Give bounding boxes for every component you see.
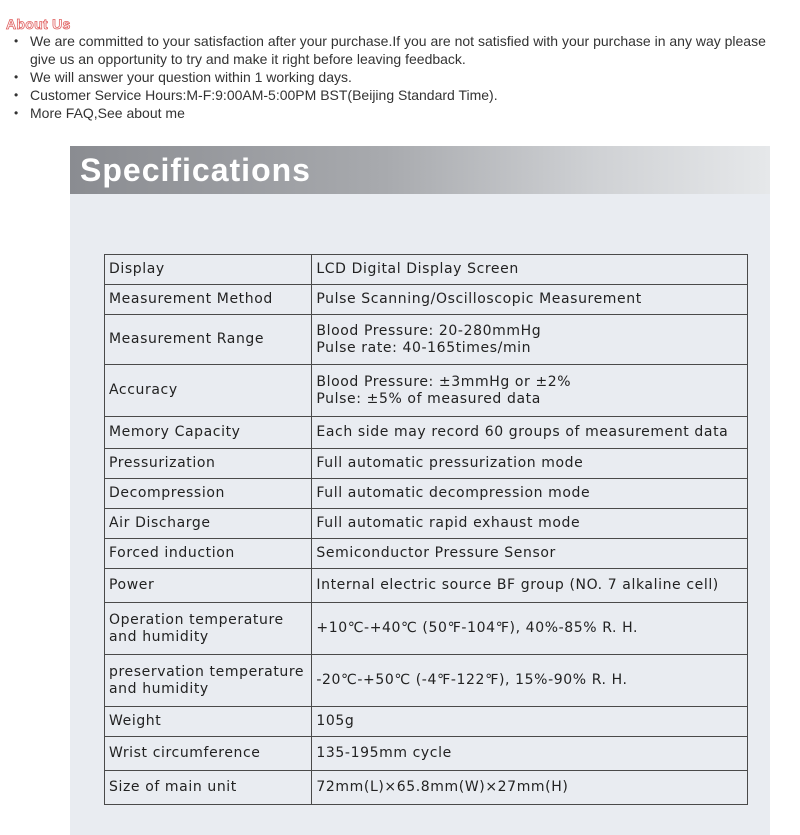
- spec-label: Wrist circumference: [105, 737, 312, 771]
- spec-value-line: Full automatic decompression mode: [316, 485, 591, 501]
- spec-value: [312, 603, 748, 655]
- spec-value: [312, 569, 748, 603]
- about-us-list: [14, 32, 794, 122]
- spec-label: Measurement Method: [105, 285, 312, 315]
- spec-value-line: 72mm(L)×65.8mm(W)×27mm(H): [316, 779, 569, 795]
- spec-value: [312, 365, 748, 417]
- spec-value-line: Blood Pressure: 20-280mmHg: [316, 322, 542, 339]
- spec-label: Forced induction: [105, 539, 312, 569]
- spec-value-line: Blood Pressure: ±3mmHg or ±2%: [316, 373, 572, 390]
- spec-row: [105, 737, 748, 771]
- spec-label: Power: [105, 569, 312, 603]
- about-list-item-text: We will answer your question within 1 working days.: [30, 69, 352, 85]
- spec-row: [105, 255, 748, 285]
- spec-value: [312, 655, 748, 707]
- spec-value-line: -20℃-+50℃ (-4℉-122℉), 15%-90% R. H.: [316, 672, 628, 688]
- spec-row: [105, 707, 748, 737]
- spec-value-line: Full automatic rapid exhaust mode: [316, 515, 581, 531]
- spec-label: Accuracy: [105, 365, 312, 417]
- about-list-item-text: More FAQ,See about me: [30, 105, 185, 121]
- spec-value: [312, 449, 748, 479]
- spec-value-line: Full automatic pressurization mode: [316, 455, 584, 471]
- spec-label: Memory Capacity: [105, 417, 312, 449]
- spec-value-line: 105g: [316, 713, 355, 729]
- spec-row: [105, 285, 748, 315]
- spec-row: [105, 509, 748, 539]
- spec-row: [105, 449, 748, 479]
- bullet-icon: •: [14, 88, 19, 102]
- spec-value: [312, 255, 748, 285]
- specifications-panel: [70, 146, 770, 835]
- spec-value-line: Internal electric source BF group (NO. 7 alkaline cell): [316, 577, 719, 593]
- spec-row: [105, 569, 748, 603]
- about-list-item-text: We are committed to your satisfaction after your purchase.If you are not satisfied with your purchase in any way please give us an opportunity to try and make it right before leaving feedback.: [30, 33, 766, 67]
- spec-row: [105, 417, 748, 449]
- spec-row: [105, 655, 748, 707]
- spec-value: [312, 285, 748, 315]
- specifications-header-bar: [70, 146, 770, 194]
- spec-value: [312, 509, 748, 539]
- spec-row: [105, 315, 748, 365]
- specifications-title: Specifications: [80, 152, 311, 188]
- about-us-heading: About Us: [6, 16, 71, 32]
- spec-value: [312, 479, 748, 509]
- spec-label: Decompression: [105, 479, 312, 509]
- spec-value: [312, 417, 748, 449]
- spec-value-line: Each side may record 60 groups of measurement data: [316, 424, 729, 440]
- specifications-table: [104, 254, 748, 805]
- spec-row: [105, 603, 748, 655]
- bullet-icon: •: [14, 34, 19, 48]
- spec-label: Measurement Range: [105, 315, 312, 365]
- spec-value-line: +10℃-+40℃ (50℉-104℉), 40%-85% R. H.: [316, 620, 639, 636]
- spec-label: Weight: [105, 707, 312, 737]
- spec-value-line: Pulse Scanning/Oscilloscopic Measurement: [316, 291, 642, 307]
- spec-value: [312, 707, 748, 737]
- bullet-icon: •: [14, 70, 19, 84]
- spec-value-line: Pulse: ±5% of measured data: [316, 390, 541, 407]
- about-list-item: [14, 104, 794, 122]
- spec-label: Air Discharge: [105, 509, 312, 539]
- spec-value-line: 135-195mm cycle: [316, 745, 452, 761]
- spec-row: [105, 479, 748, 509]
- spec-row: [105, 539, 748, 569]
- spec-value-line: Semiconductor Pressure Sensor: [316, 545, 556, 561]
- spec-value: [312, 737, 748, 771]
- about-list-item: [14, 86, 794, 104]
- spec-value: [312, 315, 748, 365]
- spec-row: [105, 365, 748, 417]
- spec-label: Pressurization: [105, 449, 312, 479]
- spec-row: [105, 771, 748, 805]
- spec-value: [312, 539, 748, 569]
- spec-label: Display: [105, 255, 312, 285]
- bullet-icon: •: [14, 106, 19, 120]
- about-list-item: [14, 68, 794, 86]
- spec-label: preservation temperature and humidity: [105, 655, 312, 707]
- spec-value-line: LCD Digital Display Screen: [316, 261, 519, 277]
- about-list-item-text: Customer Service Hours:M-F:9:00AM-5:00PM BST(Beijing Standard Time).: [30, 87, 498, 103]
- spec-value-line: Pulse rate: 40-165times/min: [316, 339, 532, 356]
- spec-value: [312, 771, 748, 805]
- spec-label: Size of main unit: [105, 771, 312, 805]
- spec-label: Operation temperature and humidity: [105, 603, 312, 655]
- about-list-item: [14, 32, 794, 68]
